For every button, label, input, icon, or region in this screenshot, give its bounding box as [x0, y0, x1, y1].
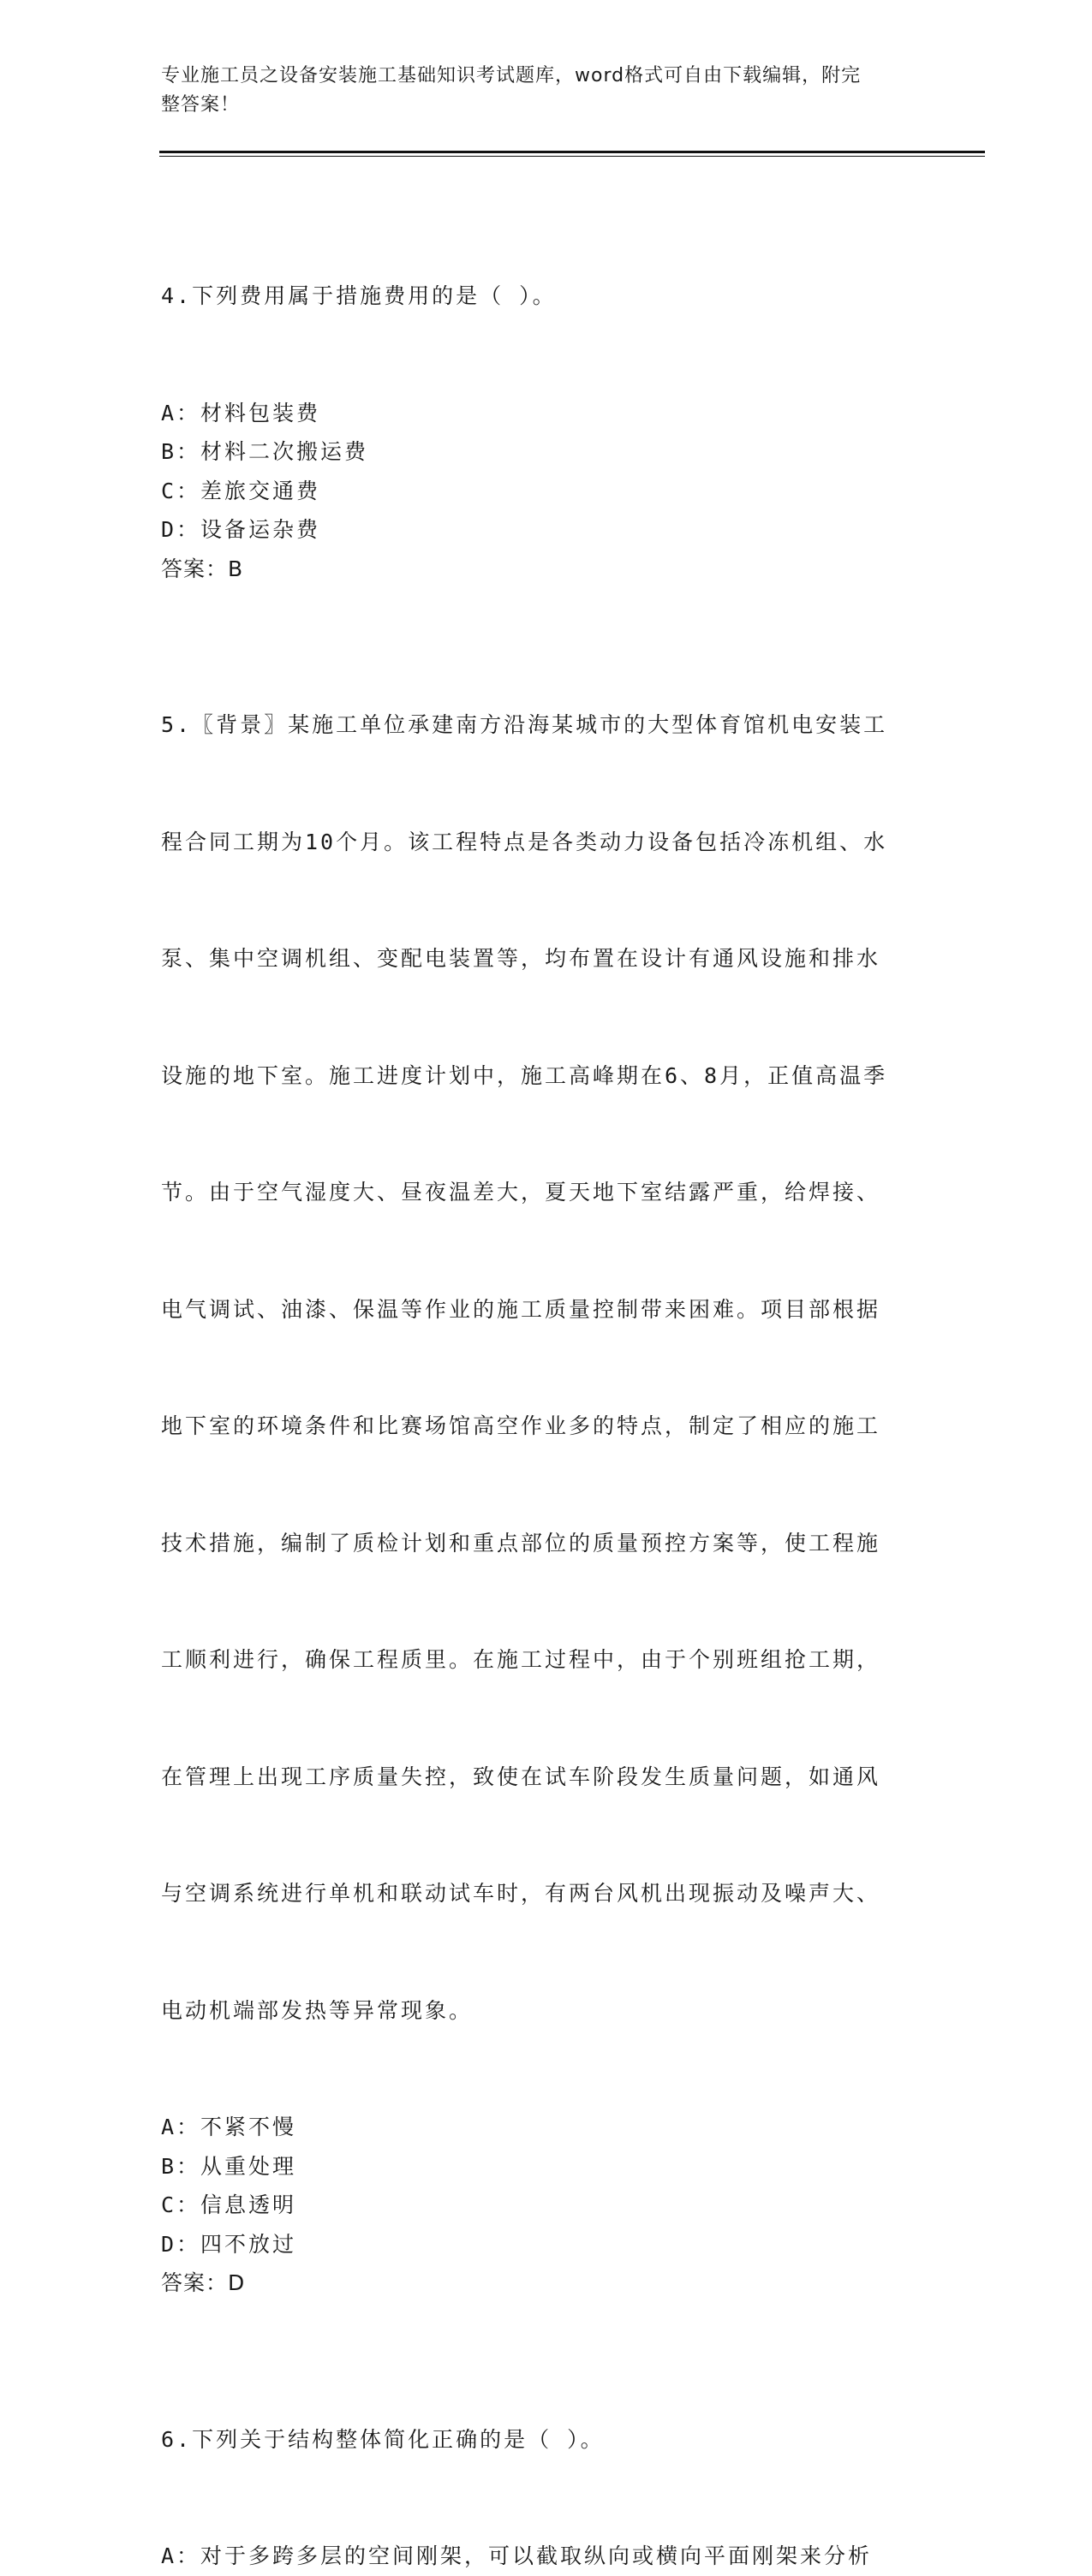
stem-line: 技术措施，编制了质检计划和重点部位的质量预控方案等，使工程施 — [161, 1530, 881, 1556]
document-header — [161, 62, 915, 120]
option-b: B：从重处理 — [161, 2153, 297, 2179]
question-stem — [161, 199, 932, 394]
header-divider-thin — [159, 156, 985, 157]
option-c: C：差旅交通费 — [161, 478, 321, 503]
option-a: A：不紧不慢 — [161, 2115, 297, 2139]
question-5 — [161, 628, 932, 2303]
header-line-2: 整答案！ — [161, 94, 241, 116]
stem-line: 6.下列关于结构整体简化正确的是（ ）。 — [161, 2426, 605, 2452]
question-list — [161, 199, 932, 2576]
option-b: B：材料二次搬运费 — [161, 439, 369, 464]
answer-label: 答案：D — [161, 2270, 246, 2295]
stem-line: 与空调系统进行单机和联动试车时，有两台风机出现振动及噪声大、 — [161, 1881, 881, 1906]
question-stem — [161, 2342, 932, 2537]
stem-line: 泵、集中空调机组、变配电装置等，均布置在设计有通风设施和排水 — [161, 946, 881, 971]
stem-line: 4.下列费用属于措施费用的是（ ）。 — [161, 283, 557, 308]
stem-line: 程合同工期为10个月。该工程特点是各类动力设备包括冷冻机组、水 — [161, 829, 888, 854]
question-stem — [161, 628, 932, 2108]
stem-line: 电动机端部发热等异常现象。 — [161, 1997, 474, 2023]
header-divider-thick — [159, 151, 985, 153]
stem-line: 节。由于空气湿度大、昼夜温差大，夏天地下室结露严重，给焊接、 — [161, 1180, 881, 1205]
stem-line: 设施的地下室。施工进度计划中，施工高峰期在6、8月，正值高温季 — [161, 1062, 888, 1088]
answer-label: 答案：B — [161, 556, 244, 581]
option-a: A：材料包装费 — [161, 400, 321, 425]
header-line-1: 专业施工员之设备安装施工基础知识考试题库，word格式可自由下载编辑，附完 — [161, 65, 862, 86]
stem-line: 电气调试、油漆、保温等作业的施工质量控制带来困难。项目部根据 — [161, 1296, 881, 1322]
question-6 — [161, 2342, 932, 2576]
option-d: D：四不放过 — [161, 2231, 297, 2257]
stem-line: 在管理上出现工序质量失控，致使在试车阶段发生质量问题，如通风 — [161, 1764, 881, 1789]
option-d: D：设备运杂费 — [161, 517, 321, 542]
stem-line: 5.〖背景〗某施工单位承建南方沿海某城市的大型体育馆机电安装工 — [161, 712, 888, 737]
stem-line: 工顺利进行，确保工程质里。在施工过程中，由于个别班组抢工期， — [161, 1647, 881, 1672]
stem-line: 地下室的环境条件和比赛场馆高空作业多的特点，制定了相应的施工 — [161, 1413, 881, 1438]
question-4 — [161, 199, 932, 588]
option-c: C：信息透明 — [161, 2192, 297, 2217]
option-a: A：对于多跨多层的空间刚架，可以截取纵向或横向平面刚架来分析 — [161, 2543, 873, 2568]
